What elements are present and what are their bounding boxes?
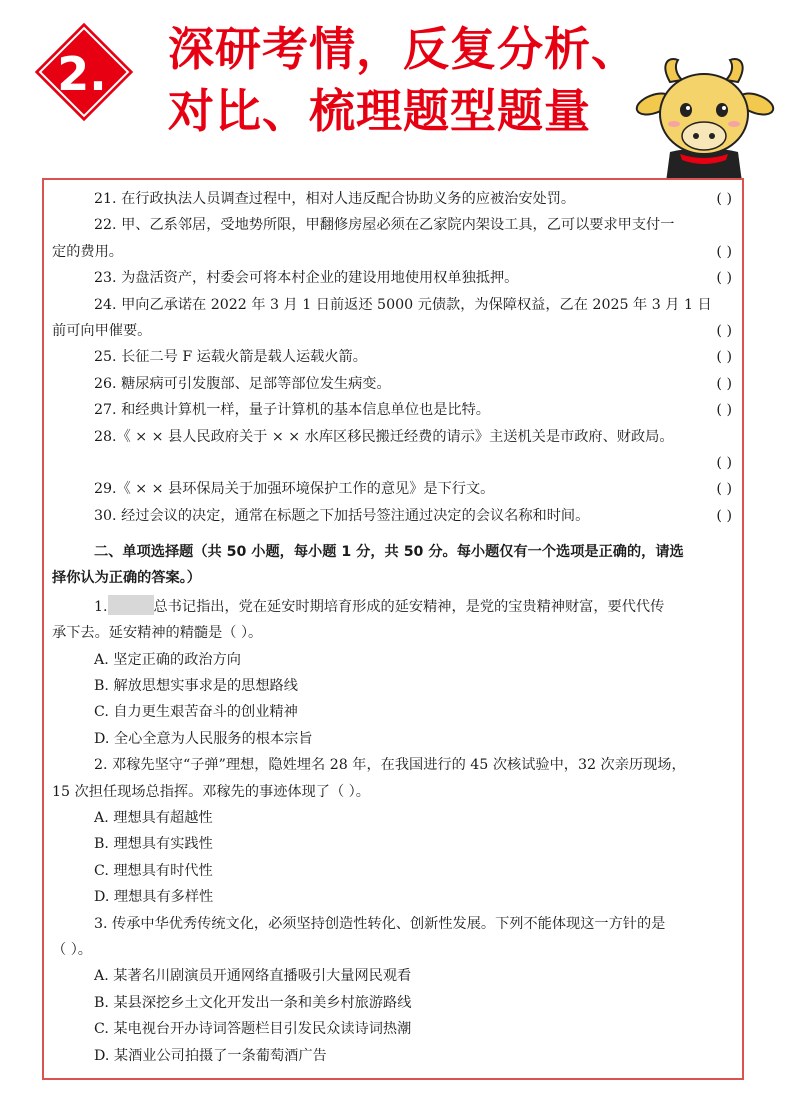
number-badge	[28, 16, 140, 128]
option-d: D. 全心全意为人民服务的根本宗旨	[94, 730, 313, 747]
option-a: A. 某著名川剧演员开通网络直播吸引大量网民观看	[94, 968, 412, 985]
section-heading-line2: 择你认为正确的答案。）	[52, 570, 201, 587]
mc-question-2-line2: 15 次担任现场总指挥。邓稼先的事迹体现了（ ）。	[52, 783, 370, 800]
answer-bracket: ( )	[716, 402, 732, 419]
option-b: B. 某县深挖乡土文化开发出一条和美乡村旅游路线	[94, 994, 412, 1011]
banner-title-line1: 深研考情，反复分析、	[168, 22, 638, 76]
answer-bracket: ( )	[716, 349, 732, 366]
option-b: B. 理想具有实践性	[94, 836, 213, 853]
mc-question-3-line1: 3. 传承中华优秀传统文化，必须坚持创造性转化、创新性发展。下列不能体现这一方针的是	[94, 915, 666, 932]
answer-bracket: ( )	[716, 375, 732, 392]
answer-bracket: ( )	[716, 270, 732, 287]
cow-mascot-icon	[630, 52, 780, 182]
question-30: 30. 经过会议的决定，通常在标题之下加括号签注通过决定的会议名称和时间。 ( )	[52, 503, 738, 529]
option-a: A. 坚定正确的政治方向	[94, 651, 241, 668]
answer-bracket: ( )	[716, 481, 732, 498]
question-28: 28.《 × × 县人民政府关于 × × 水库区移民搬迁经费的请示》主送机关是市政府、财政局。	[94, 428, 674, 445]
answer-bracket: ( )	[716, 191, 732, 207]
question-24-cont: 前可向甲催要。 ( )	[52, 318, 738, 344]
mc-question-3-line2: （ ）。	[52, 941, 92, 958]
question-23: 23. 为盘活资产，村委会可将本村企业的建设用地使用权单独抵押。 ( )	[52, 265, 738, 291]
option-b: B. 解放思想实事求是的思想路线	[94, 678, 298, 695]
badge-number: 2.	[57, 47, 107, 101]
option-a: A. 理想具有超越性	[94, 809, 213, 826]
question-29: 29.《 × × 县环保局关于加强环境保护工作的意见》是下行文。 ( )	[52, 476, 738, 502]
section-heading	[52, 539, 738, 592]
option-c: C. 理想具有时代性	[94, 862, 213, 879]
answer-bracket: ( )	[716, 243, 732, 260]
section-heading-line1: 二、单项选择题（共 50 小题，每小题 1 分，共 50 分。每小题仅有一个选项是正确的，请选	[94, 544, 684, 561]
mc-question-3	[52, 911, 738, 1069]
answer-bracket: ( )	[716, 507, 732, 524]
redacted-block	[108, 595, 154, 615]
question-28-cont	[52, 450, 738, 476]
option-c: C. 自力更生艰苦奋斗的创业精神	[94, 704, 298, 721]
question-22: 22. 甲、乙系邻居，受地势所限，甲翻修房屋必须在乙家院内架设工具，乙可以要求甲支付一	[94, 217, 675, 234]
question-26: 26. 糖尿病可引发腹部、足部等部位发生病变。 ( )	[52, 371, 738, 397]
mc-question-2-line1: 2. 邓稼先坚守“子弹”理想，隐姓埋名 28 年，在我国进行的 45 次核试验中，32 次亲历现场，	[94, 757, 686, 774]
answer-bracket: ( )	[716, 322, 732, 339]
question-24: 24. 甲向乙承诺在 2022 年 3 月 1 日前返还 5000 元债款，为保障权益，乙在 2025 年 3 月 1 日	[94, 296, 712, 313]
banner-title-line2: 对比、梳理题型题量	[168, 84, 591, 138]
question-21: 21. 在行政执法人员调查过程中，相对人违反配合协助义务的应被治安处罚。 ( )	[52, 186, 738, 212]
question-22-cont: 定的费用。 ( )	[52, 239, 738, 265]
mc-question-1	[52, 594, 738, 752]
question-25: 25. 长征二号 F 运载火箭是载人运载火箭。 ( )	[52, 344, 738, 370]
exam-content	[52, 186, 738, 1069]
banner-title	[168, 18, 638, 142]
judgment-section	[52, 186, 738, 529]
mc-question-1-line1: 1. 总书记指出，党在延安时期培育形成的延安精神，是党的宝贵精神财富，要代代传	[52, 594, 738, 620]
mc-question-2	[52, 752, 738, 910]
option-d: D. 理想具有多样性	[94, 889, 214, 906]
question-27: 27. 和经典计算机一样，量子计算机的基本信息单位也是比特。 ( )	[52, 397, 738, 423]
mc-question-1-line2: 承下去。延安精神的精髓是（ ）。	[52, 625, 263, 642]
option-c: C. 某电视台开办诗词答题栏目引发民众读诗词热潮	[94, 1021, 412, 1038]
option-d: D. 某酒业公司拍摄了一条葡萄酒广告	[94, 1047, 327, 1064]
answer-bracket: ( )	[716, 454, 732, 471]
